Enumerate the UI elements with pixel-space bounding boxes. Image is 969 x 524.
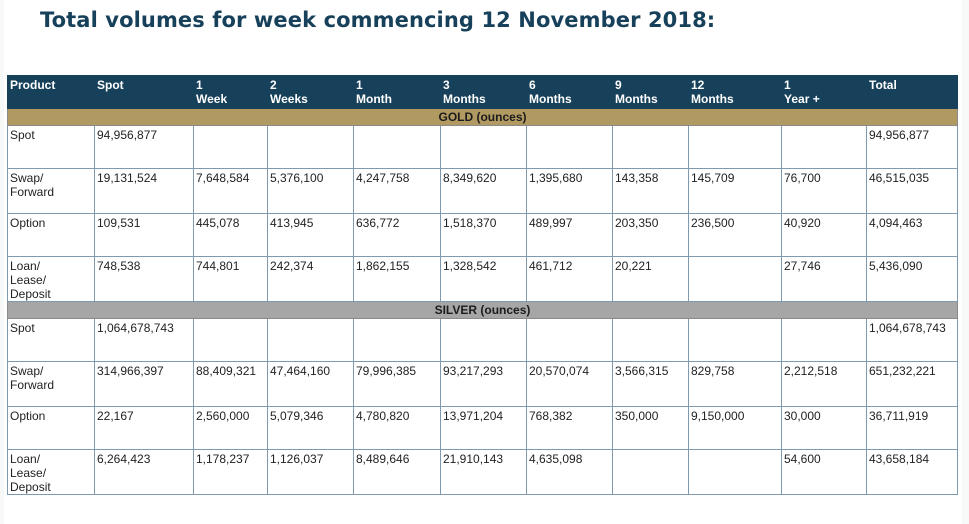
column-header-line2: Weeks: [270, 92, 308, 106]
volume-cell: 19,131,524: [95, 169, 194, 214]
volume-cell: 768,382: [527, 407, 613, 450]
volume-cell: 6,264,423: [95, 450, 194, 495]
column-header: [354, 76, 441, 109]
volume-cell: 20,221: [613, 257, 689, 302]
column-header-line1: Product: [10, 78, 56, 92]
column-header-line2: Week: [196, 92, 228, 106]
volume-cell: 744,801: [194, 257, 268, 302]
volume-cell: [527, 126, 613, 169]
volume-cell: 1,395,680: [527, 169, 613, 214]
column-header-line2: Months: [615, 92, 658, 106]
column-header: [8, 76, 95, 109]
table-row: [8, 407, 958, 450]
volume-cell: [527, 319, 613, 362]
column-header: [782, 76, 867, 109]
volume-cell: 145,709: [689, 169, 782, 214]
column-header: [527, 76, 613, 109]
volume-cell: 36,711,919: [867, 407, 958, 450]
column-header-line1: 1: [356, 78, 363, 92]
volume-cell: [689, 126, 782, 169]
volume-cell: 748,538: [95, 257, 194, 302]
volume-cell: 5,376,100: [268, 169, 354, 214]
volume-cell: 40,920: [782, 214, 867, 257]
product-cell: Loan/ Lease/ Deposit: [8, 450, 95, 495]
product-cell: Loan/ Lease/ Deposit: [8, 257, 95, 302]
volume-cell: 1,518,370: [441, 214, 527, 257]
table-row: [8, 214, 958, 257]
product-cell: Swap/ Forward: [8, 169, 95, 214]
column-header-line2: Month: [356, 92, 392, 106]
volume-cell: [354, 126, 441, 169]
volume-cell: 5,436,090: [867, 257, 958, 302]
volume-cell: 94,956,877: [867, 126, 958, 169]
volume-cell: 314,966,397: [95, 362, 194, 407]
volume-cell: [441, 319, 527, 362]
volume-cell: 109,531: [95, 214, 194, 257]
volume-cell: 203,350: [613, 214, 689, 257]
volume-cell: 236,500: [689, 214, 782, 257]
table-body: [8, 109, 958, 495]
volume-cell: 1,064,678,743: [95, 319, 194, 362]
product-cell: Spot: [8, 126, 95, 169]
volume-cell: 2,212,518: [782, 362, 867, 407]
volume-cell: 1,328,542: [441, 257, 527, 302]
volume-cell: [689, 319, 782, 362]
volume-cell: [613, 126, 689, 169]
volume-cell: [194, 319, 268, 362]
volume-cell: 47,464,160: [268, 362, 354, 407]
column-header-line2: Months: [691, 92, 734, 106]
table-row: [8, 319, 958, 362]
volume-cell: 489,997: [527, 214, 613, 257]
volume-cell: [782, 319, 867, 362]
volume-cell: 43,658,184: [867, 450, 958, 495]
volume-cell: [689, 450, 782, 495]
volume-cell: 27,746: [782, 257, 867, 302]
header-row: [8, 76, 958, 109]
product-cell: Spot: [8, 319, 95, 362]
volume-cell: 1,178,237: [194, 450, 268, 495]
table-row: [8, 169, 958, 214]
volume-cell: 461,712: [527, 257, 613, 302]
volume-cell: [689, 257, 782, 302]
volume-cell: 79,996,385: [354, 362, 441, 407]
volume-cell: 143,358: [613, 169, 689, 214]
column-header-line2: Months: [443, 92, 486, 106]
volume-cell: 242,374: [268, 257, 354, 302]
product-cell: Swap/ Forward: [8, 362, 95, 407]
volume-cell: 1,862,155: [354, 257, 441, 302]
column-header-line1: Total: [869, 78, 897, 92]
column-header: [268, 76, 354, 109]
volume-cell: [268, 126, 354, 169]
volume-cell: 5,079,346: [268, 407, 354, 450]
volume-cell: 21,910,143: [441, 450, 527, 495]
column-header: [689, 76, 782, 109]
volume-cell: 8,489,646: [354, 450, 441, 495]
column-header-line2: Year +: [784, 92, 820, 106]
volume-cell: 3,566,315: [613, 362, 689, 407]
volume-cell: [268, 319, 354, 362]
column-header: [95, 76, 194, 109]
table-row: [8, 362, 958, 407]
volume-cell: 4,635,098: [527, 450, 613, 495]
volume-cell: 350,000: [613, 407, 689, 450]
volume-cell: 30,000: [782, 407, 867, 450]
gold-section-row: [8, 109, 958, 126]
volume-cell: 22,167: [95, 407, 194, 450]
volume-cell: 4,247,758: [354, 169, 441, 214]
section-label: SILVER (ounces): [8, 302, 958, 319]
volume-cell: [613, 450, 689, 495]
volume-cell: [441, 126, 527, 169]
volumes-table: [7, 75, 958, 495]
column-header: [441, 76, 527, 109]
volume-cell: 9,150,000: [689, 407, 782, 450]
volume-cell: 4,780,820: [354, 407, 441, 450]
product-cell: Option: [8, 214, 95, 257]
table-row: [8, 450, 958, 495]
silver-section-row: [8, 302, 958, 319]
volume-cell: 46,515,035: [867, 169, 958, 214]
volume-cell: 20,570,074: [527, 362, 613, 407]
column-header-line1: 2: [270, 78, 277, 92]
volume-cell: 829,758: [689, 362, 782, 407]
volume-cell: 8,349,620: [441, 169, 527, 214]
volume-cell: 76,700: [782, 169, 867, 214]
column-header-line1: Spot: [97, 78, 124, 92]
column-header-line1: 1: [196, 78, 203, 92]
product-cell: Option: [8, 407, 95, 450]
column-header-line1: 9: [615, 78, 622, 92]
volume-cell: 1,064,678,743: [867, 319, 958, 362]
volume-cell: 13,971,204: [441, 407, 527, 450]
volume-cell: 4,094,463: [867, 214, 958, 257]
volume-cell: 54,600: [782, 450, 867, 495]
volume-cell: 88,409,321: [194, 362, 268, 407]
volume-cell: 445,078: [194, 214, 268, 257]
volume-cell: 94,956,877: [95, 126, 194, 169]
volume-cell: 651,232,221: [867, 362, 958, 407]
volume-cell: 93,217,293: [441, 362, 527, 407]
volume-cell: [194, 126, 268, 169]
column-header: [867, 76, 958, 109]
section-label: GOLD (ounces): [8, 109, 958, 126]
column-header: [613, 76, 689, 109]
column-header-line2: Months: [529, 92, 572, 106]
column-header: [194, 76, 268, 109]
volume-cell: [782, 126, 867, 169]
volume-cell: 2,560,000: [194, 407, 268, 450]
volume-cell: 7,648,584: [194, 169, 268, 214]
volume-cell: 636,772: [354, 214, 441, 257]
column-header-line1: 1: [784, 78, 791, 92]
table-row: [8, 257, 958, 302]
volume-cell: [613, 319, 689, 362]
volume-cell: 413,945: [268, 214, 354, 257]
column-header-line1: 3: [443, 78, 450, 92]
volume-cell: 1,126,037: [268, 450, 354, 495]
volume-cell: [354, 319, 441, 362]
column-header-line1: 12: [691, 78, 705, 92]
table-row: [8, 126, 958, 169]
column-header-line1: 6: [529, 78, 536, 92]
page-title: Total volumes for week commencing 12 November 2018:: [40, 8, 716, 32]
